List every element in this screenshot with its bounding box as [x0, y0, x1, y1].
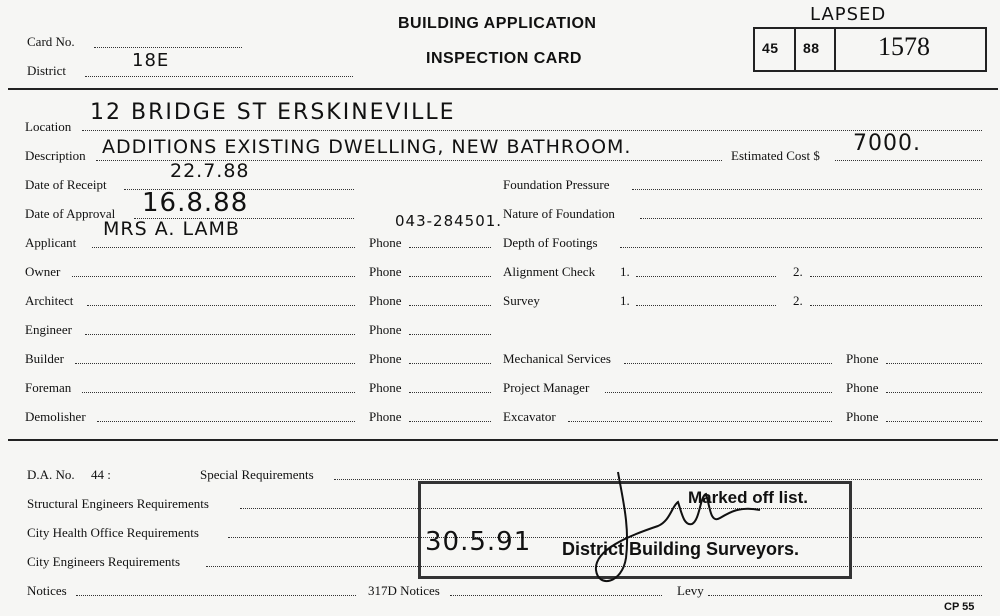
alignment-two-line	[810, 276, 982, 277]
project-manager-label: Project Manager	[503, 380, 590, 395]
owner-line	[72, 276, 355, 277]
applicant-line	[92, 247, 355, 248]
estimated-cost-value: 7000.	[853, 131, 921, 156]
demolisher-label: Demolisher	[25, 409, 86, 424]
city-engineers-label: City Engineers Requirements	[27, 554, 181, 569]
date-of-approval-label: Date of Approval	[25, 206, 116, 221]
applicant-phone-label: Phone	[369, 235, 402, 250]
form-subtitle: INSPECTION CARD	[426, 50, 582, 67]
builder-label: Builder	[25, 351, 64, 366]
depth-of-footings-line	[620, 247, 982, 248]
card-no-label: Card No.	[27, 34, 75, 49]
owner-phone-label: Phone	[369, 264, 402, 279]
applicant-phone-line	[409, 247, 491, 248]
structural-engineers-label: Structural Engineers Requirements	[27, 496, 209, 511]
excavator-line	[568, 421, 832, 422]
card-number-box	[753, 27, 987, 72]
depth-of-footings-label: Depth of Footings	[503, 235, 598, 250]
alignment-one: 1.	[620, 264, 630, 279]
da-no-value: 44 :	[91, 467, 111, 482]
levy-label: Levy	[677, 583, 704, 598]
mechanical-phone-line	[886, 363, 982, 364]
alignment-check-label: Alignment Check	[503, 264, 596, 279]
architect-line	[87, 305, 355, 306]
foreman-phone-line	[409, 392, 491, 393]
engineer-line	[85, 334, 355, 335]
stamp-marked-off: Marked off list.	[688, 488, 808, 507]
city-health-label: City Health Office Requirements	[27, 525, 199, 540]
project-manager-line	[605, 392, 832, 393]
excavator-label: Excavator	[503, 409, 556, 424]
nature-of-foundation-label: Nature of Foundation	[503, 206, 615, 221]
builder-phone-line	[409, 363, 491, 364]
description-label: Description	[25, 148, 86, 163]
notices-label: Notices	[27, 583, 67, 598]
estimated-cost-line	[835, 160, 982, 161]
box-divider	[794, 27, 796, 70]
stamp-date: 30.5.91	[425, 527, 532, 557]
form-code: CP 55	[944, 601, 975, 613]
form-title: BUILDING APPLICATION	[398, 15, 597, 32]
special-requirements-label: Special Requirements	[200, 467, 314, 482]
excavator-phone-label: Phone	[846, 409, 879, 424]
mechanical-services-line	[624, 363, 832, 364]
header-divider	[8, 88, 998, 90]
project-manager-phone-line	[886, 392, 982, 393]
da-no-label: D.A. No.	[27, 467, 75, 482]
owner-label: Owner	[25, 264, 61, 279]
mechanical-phone-label: Phone	[846, 351, 879, 366]
engineer-label: Engineer	[25, 322, 72, 337]
engineer-phone-line	[409, 334, 491, 335]
estimated-cost-label: Estimated Cost $	[731, 148, 820, 163]
foundation-pressure-line	[632, 189, 982, 190]
survey-one-line	[636, 305, 776, 306]
survey-label: Survey	[503, 293, 540, 308]
demolisher-line	[97, 421, 355, 422]
card-number: 1578	[878, 32, 930, 61]
section-divider	[8, 439, 998, 441]
nature-of-foundation-line	[640, 218, 982, 219]
foreman-label: Foreman	[25, 380, 72, 395]
date-of-approval-value: 16.8.88	[142, 188, 249, 218]
architect-label: Architect	[25, 293, 74, 308]
date-of-receipt-value: 22.7.88	[170, 160, 250, 182]
builder-phone-label: Phone	[369, 351, 402, 366]
survey-two: 2.	[793, 293, 803, 308]
excavator-phone-line	[886, 421, 982, 422]
alignment-two: 2.	[793, 264, 803, 279]
applicant-value: MRS A. LAMB	[103, 218, 240, 240]
stamp-surveyors: District Building Surveyors.	[562, 539, 800, 559]
signature	[560, 466, 780, 596]
survey-one: 1.	[620, 293, 630, 308]
location-line	[82, 130, 982, 131]
foreman-line	[82, 392, 355, 393]
architect-phone-label: Phone	[369, 293, 402, 308]
notices-317d-label: 317D Notices	[368, 583, 440, 598]
location-value: 12 BRIDGE ST ERSKINEVILLE	[90, 100, 456, 125]
demolisher-phone-label: Phone	[369, 409, 402, 424]
engineer-phone-label: Phone	[369, 322, 402, 337]
mechanical-services-label: Mechanical Services	[503, 351, 611, 366]
alignment-one-line	[636, 276, 776, 277]
survey-two-line	[810, 305, 982, 306]
applicant-label: Applicant	[25, 235, 77, 250]
district-value: 18E	[132, 50, 170, 71]
district-line	[85, 76, 353, 77]
foundation-pressure-label: Foundation Pressure	[503, 177, 610, 192]
project-manager-phone-label: Phone	[846, 380, 879, 395]
owner-phone-line	[409, 276, 491, 277]
architect-phone-line	[409, 305, 491, 306]
box-cell-2: 88	[803, 40, 820, 56]
lapsed-note: LAPSED	[810, 4, 887, 25]
card-no-line	[94, 47, 242, 48]
demolisher-phone-line	[409, 421, 491, 422]
description-value: ADDITIONS EXISTING DWELLING, NEW BATHROOM.	[102, 136, 632, 158]
notices-line	[76, 595, 356, 596]
foreman-phone-label: Phone	[369, 380, 402, 395]
date-of-receipt-label: Date of Receipt	[25, 177, 107, 192]
box-divider	[834, 27, 836, 70]
builder-line	[75, 363, 355, 364]
location-label: Location	[25, 119, 72, 134]
district-label: District	[27, 63, 66, 78]
box-cell-1: 45	[762, 40, 779, 56]
applicant-phone-value: 043-284501.	[395, 212, 503, 230]
